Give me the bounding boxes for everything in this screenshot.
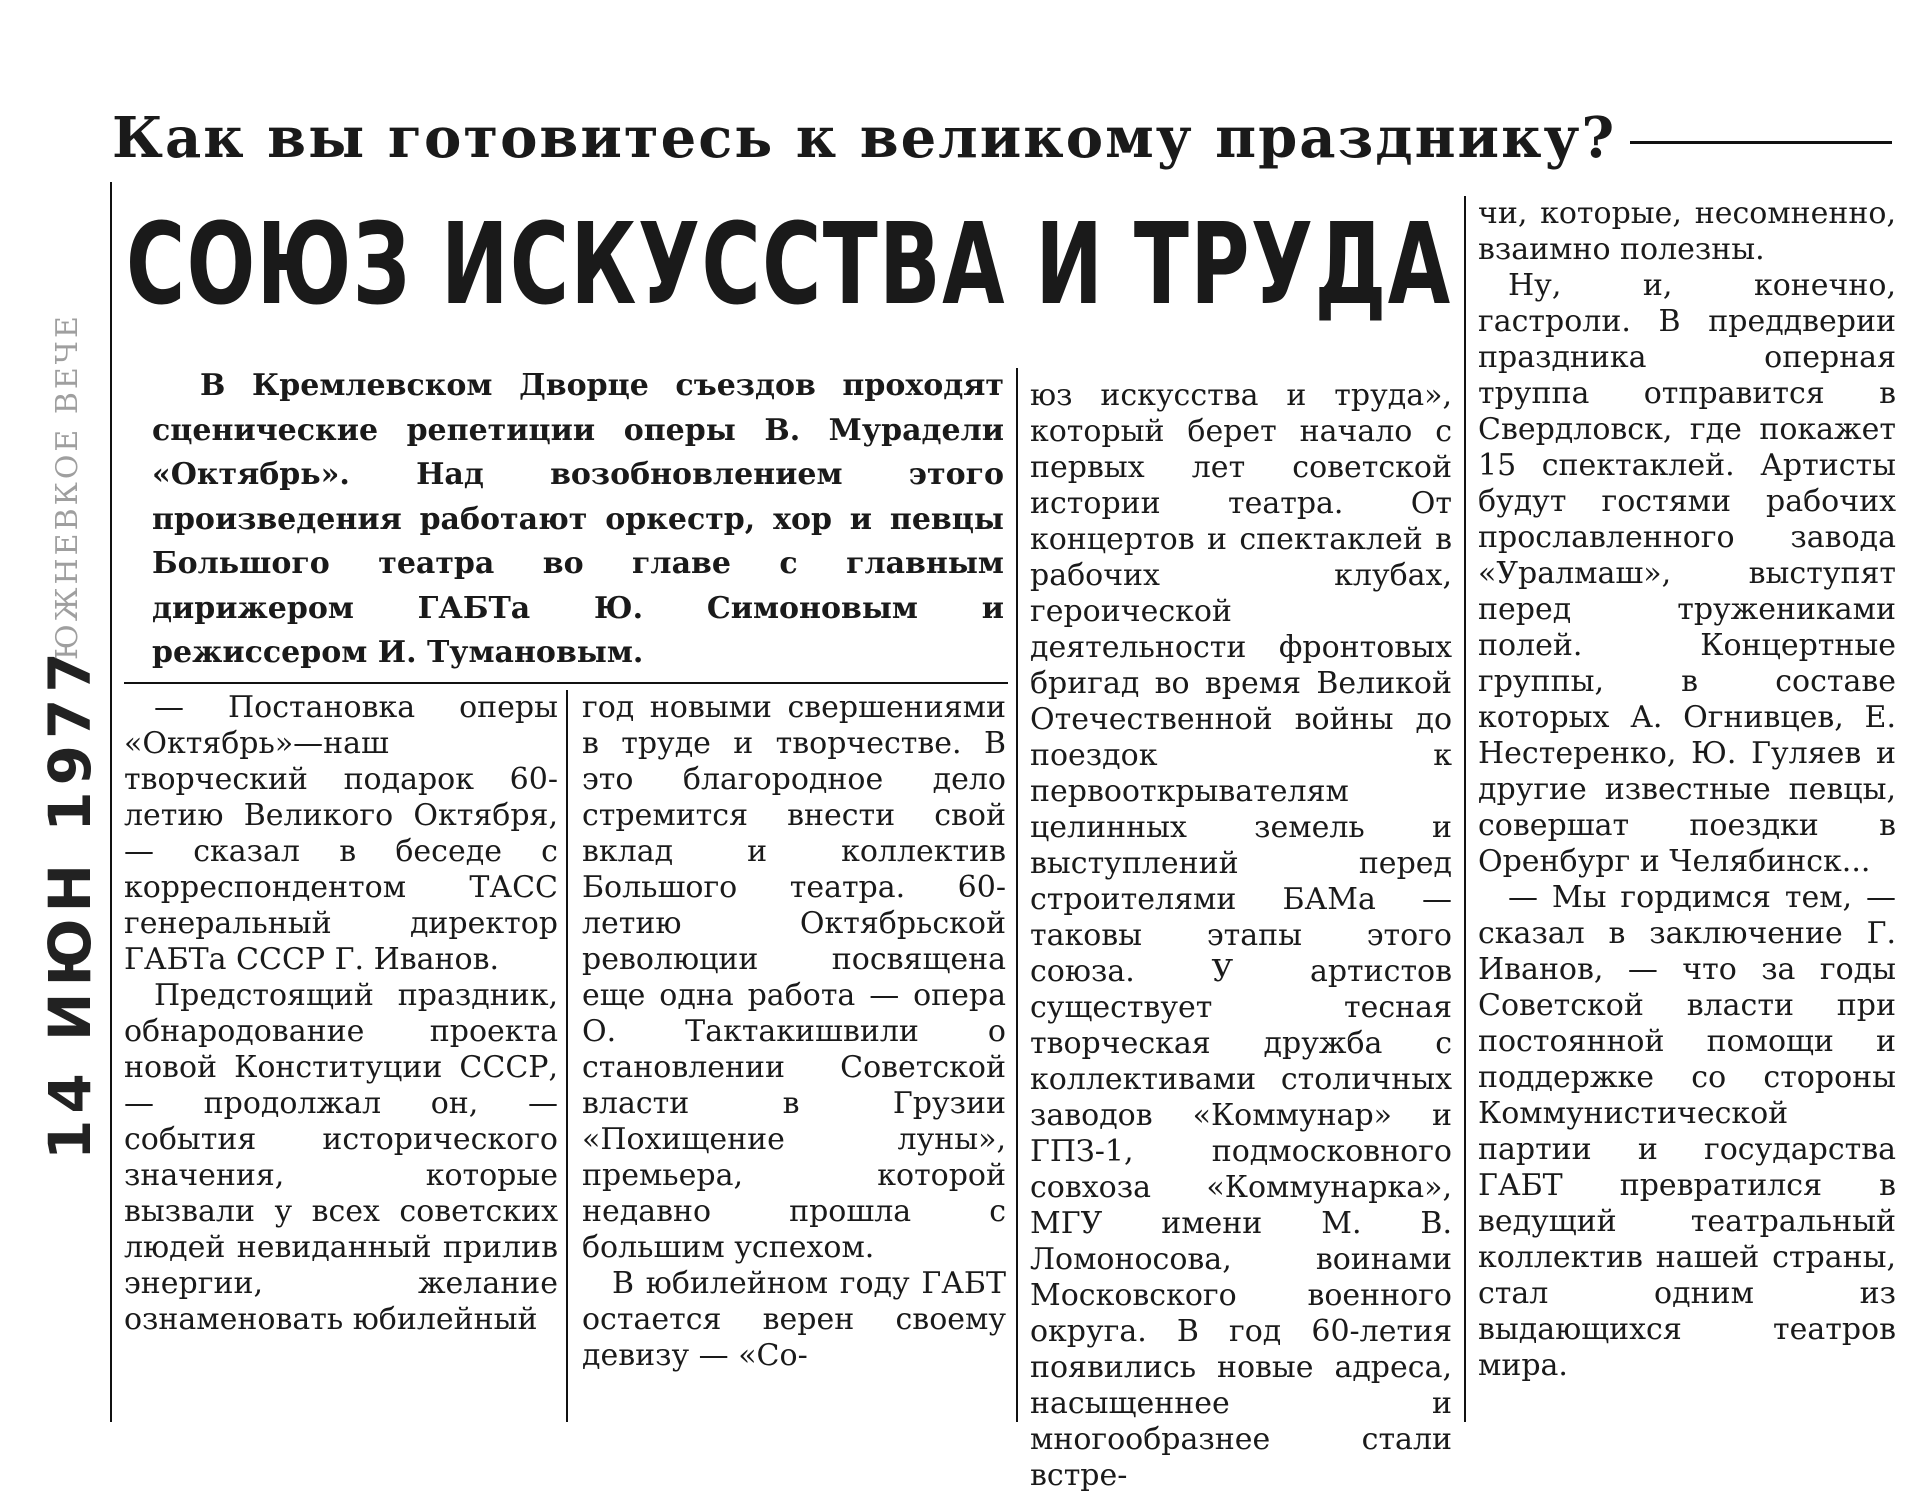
text-column-3 — [1030, 378, 1452, 1494]
text-column-4 — [1478, 196, 1896, 1384]
paragraph: Предстоящий праздник, обнародование проекта новой Конституции СССР, — продолжал он, — события исторического значения, которые вызвали у всех советских людей невиданный прилив энергии, желание ознаменовать юбилейный — [124, 978, 558, 1337]
paragraph: — Мы гордимся тем, — сказал в заключение Г. Иванов, — что за годы Советской власти при постоянной помощи и поддержке со стороны Коммунистической партии и государства ГАБТ превратился в ведущий театральный коллектив нашей страны, стал одним из выдающихся театров мира. — [1478, 880, 1896, 1383]
rubric-text: Как вы готовитесь к великому празднику? — [112, 105, 1617, 171]
lead-bottom-rule — [124, 682, 1008, 684]
paragraph: год новыми свершениями в труде и творчестве. В это благородное дело стремится внести свой вклад и коллектив Большого театра. 60-летию Октябрьской революции посвящена еще одна работа — опера О. Тактакишвили о становлении Советской власти в Грузии «Похищение луны», премьера, которой недавно прошла с большим успехом. — [582, 690, 1006, 1265]
text-column-2 — [582, 690, 1006, 1374]
lead-text: В Кремлевском Дворце съездов проходят сценические репетиции оперы В. Мурадели «Октябрь». Над возобновлением этого произведения работают оркестр, хор и певцы Большого театра во главе с главным дирижером ГАБТа Ю. Симоновым и режиссером И. Тумановым. — [152, 368, 1004, 670]
rubric-heading — [112, 96, 1892, 180]
lead-paragraph — [152, 364, 1004, 676]
text-column-1 — [124, 690, 558, 1338]
paragraph: В юбилейном году ГАБТ остается верен своему девизу — «Со- — [582, 1266, 1006, 1373]
paragraph: Ну, и, конечно, гастроли. В преддверии праздника оперная труппа отправится в Свердловск, где покажет 15 спектаклей. Артисты будут гостями рабочих прославленного завода «Уралмаш», выступят перед тружениками полей. Концертные группы, в составе которых А. Огнивцев, Е. Нестеренко, Ю. Гуляев и другие известные певцы, совершат поездки в Оренбург и Челябинск... — [1478, 268, 1896, 879]
column-divider-3 — [1464, 196, 1466, 1422]
left-frame-rule — [110, 182, 112, 1422]
date-stamp: 14 ИЮН 1977 — [36, 646, 104, 1160]
rubric-rule — [1630, 141, 1892, 144]
column-divider-1 — [566, 690, 568, 1422]
paragraph: чи, которые, несомненно, взаимно полезны. — [1478, 196, 1896, 267]
column-divider-2 — [1016, 368, 1018, 1422]
paragraph: — Постановка оперы «Октябрь»—наш творческий подарок 60-летию Великого Октября, — сказал в беседе с корреспондентом ТАСС генеральный директор ГАБТа СССР Г. Иванов. — [124, 690, 558, 977]
library-stamp: ЮЖНЕВКОЕ ВЕЧЕ — [50, 313, 85, 660]
article-title: СОЮЗ ИСКУССТВА И ТРУДА — [126, 200, 1452, 330]
paragraph: юз искусства и труда», который берет начало с первых лет советской истории театра. От концертов и спектаклей в рабочих клубах, героической деятельности фронтовых бригад во время Великой Отечественной войны до поездок к первооткрывателям целинных земель и выступлений перед строителями БАМа — таковы этапы этого союза. У артистов существует тесная творческая дружба с коллективами столичных заводов «Коммунар» и ГПЗ-1, подмосковного совхоза «Коммунарка», МГУ имени М. В. Ломоносова, воинами Московского военного округа. В год 60-летия появились новые адреса, насыщеннее и многообразнее стали встре- — [1030, 378, 1452, 1493]
